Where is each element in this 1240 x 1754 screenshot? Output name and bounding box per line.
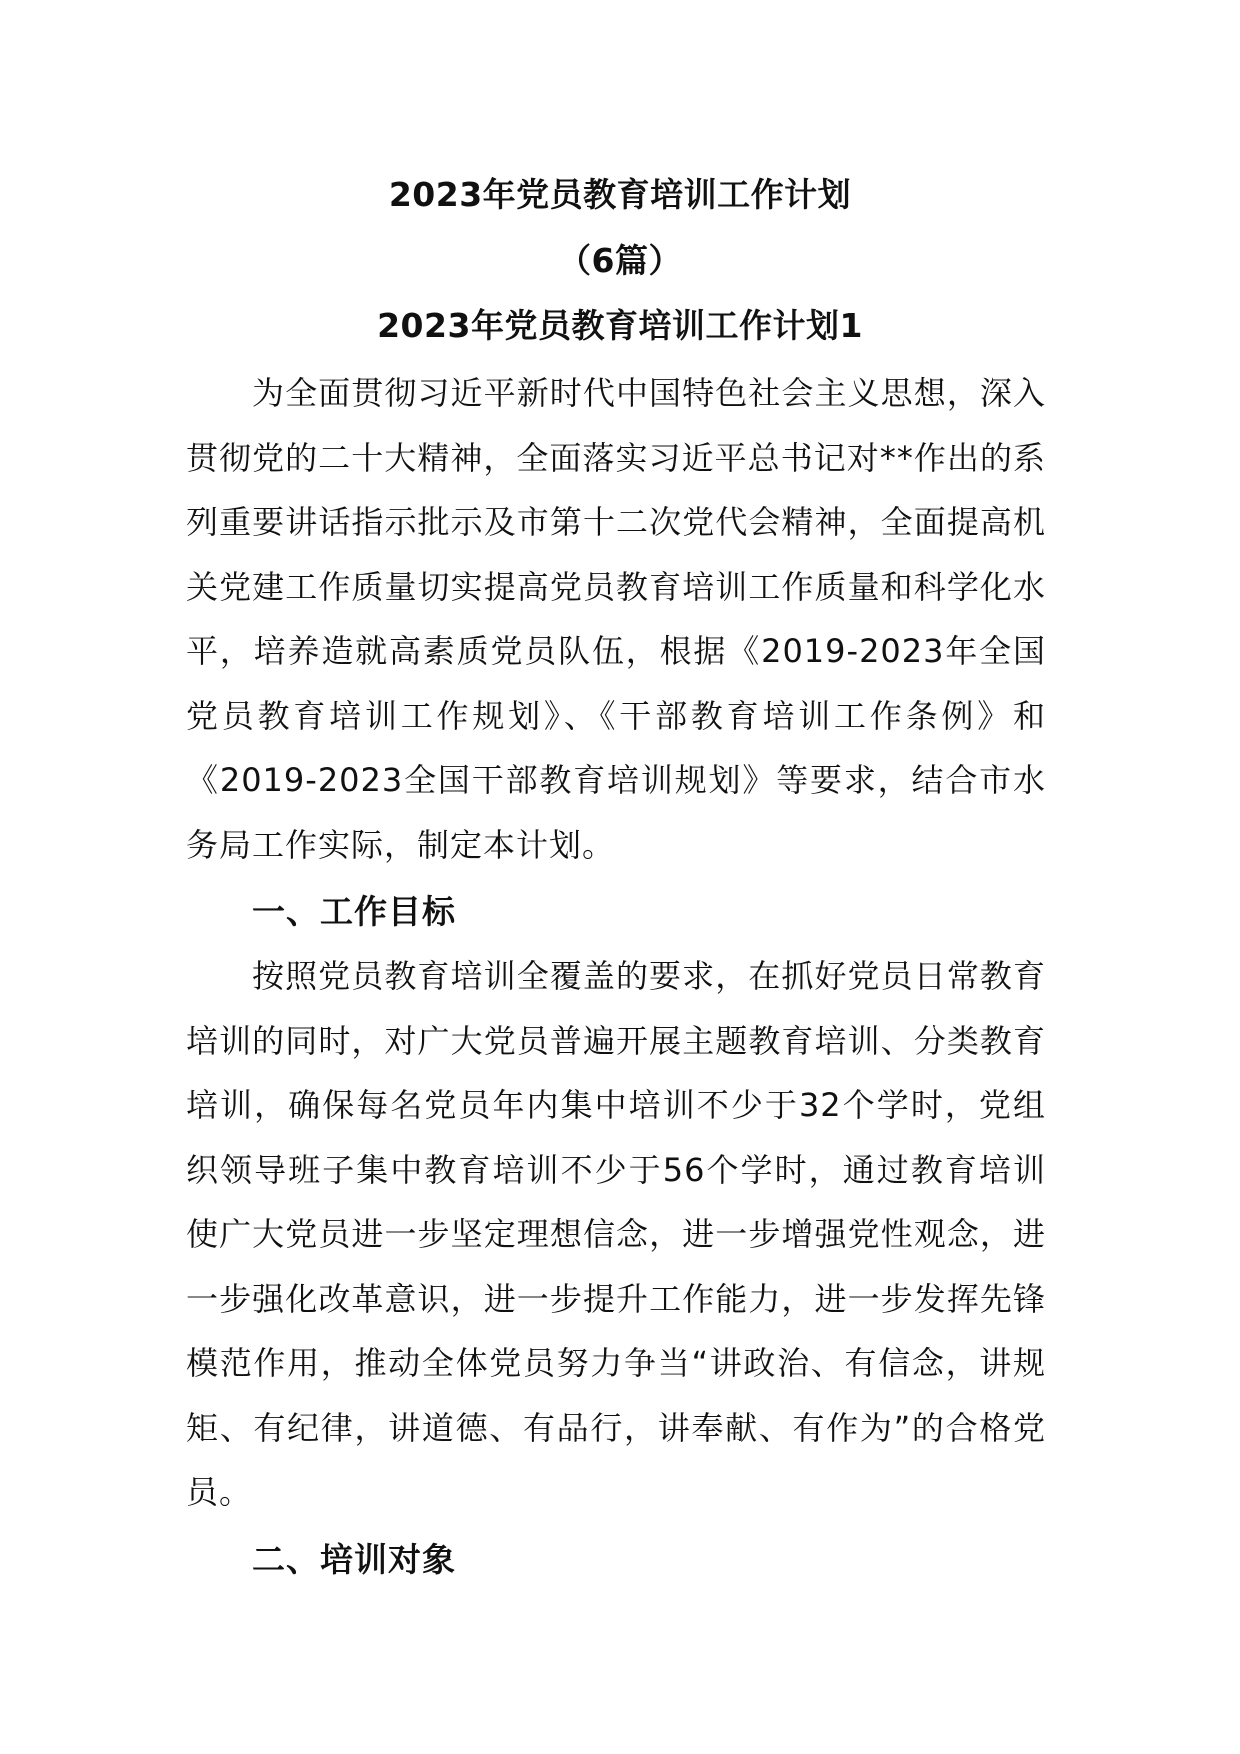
goal-paragraph: 按照党员教育培训全覆盖的要求，在抓好党员日常教育培训的同时，对广大党员普遍开展主题教育培训、分类教育培训，确保每名党员年内集中培训不少于32个学时，党组织领导班子集中教育培训不少于56个学时，通过教育培训使广大党员进一步坚定理想信念，进一步增强党性观念，进一步强化改革意识，进一步提升工作能力，进一步发挥先锋模范作用，推动全体党员努力争当“讲政治、有信念，讲规矩、有纪律，讲道德、有品行，讲奉献、有作为”的合格党员。	[186, 957, 1046, 1511]
goal-section	[186, 944, 1046, 1525]
heading-section-1	[186, 880, 1046, 945]
section-title: 2023年党员教育培训工作计划1	[377, 306, 863, 345]
heading-work-goal: 一、工作目标	[252, 892, 456, 931]
intro-paragraph: 为全面贯彻习近平新时代中国特色社会主义思想，深入贯彻党的二十大精神，全面落实习近平总书记对**作出的系列重要讲话指示批示及市第十二次党代会精神，全面提高机关党建工作质量切实提高党员教育培训工作质量和科学化水平，培养造就高素质党员队伍，根据《2019-2023年全国党员教育培训工作规划》、《干部教育培训工作条例》和《2019-2023全国干部教育培训规划》等要求，结合市水务局工作实际，制定本计划。	[186, 374, 1046, 864]
document-title: 2023年党员教育培训工作计划	[388, 175, 852, 214]
document-subtitle: （6篇）	[558, 241, 682, 280]
heading-section-2	[186, 1528, 1046, 1593]
heading-training-target: 二、培训对象	[252, 1540, 456, 1579]
intro-section	[186, 361, 1046, 877]
